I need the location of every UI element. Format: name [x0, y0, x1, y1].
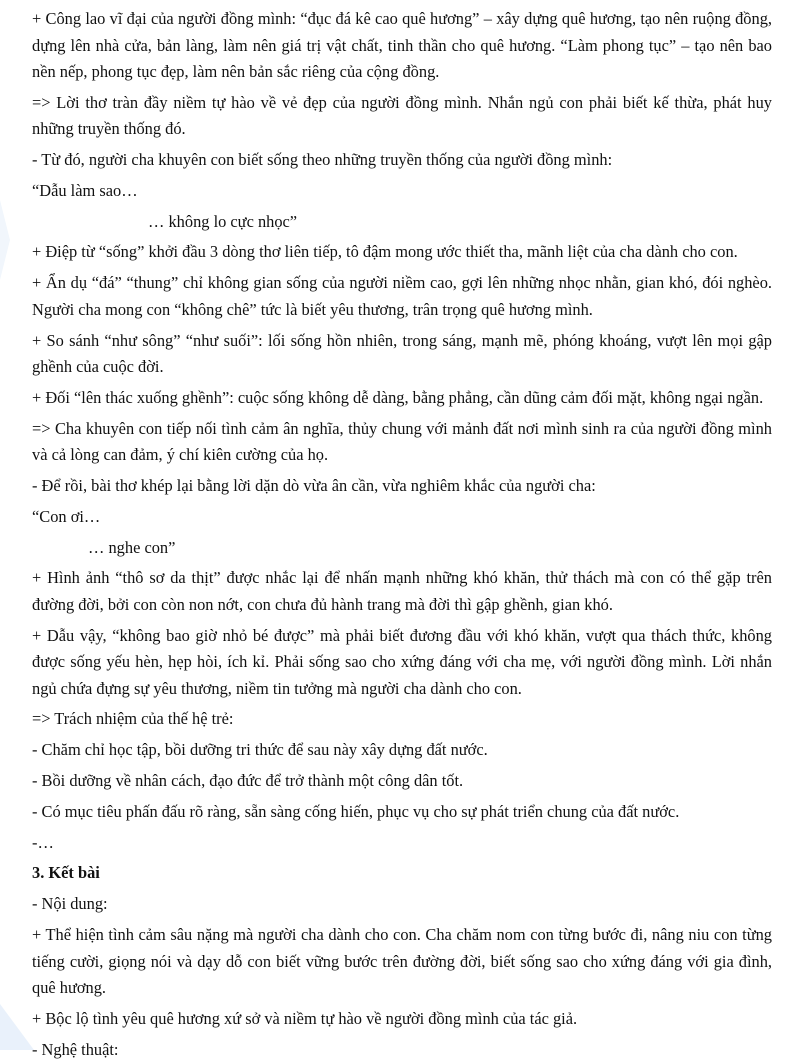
poem-quote-start: “Dẫu làm sao… — [32, 180, 138, 200]
paragraph: - Từ đó, người cha khuyên con biết sống theo những truyền thống của người đồng mình: — [32, 150, 613, 170]
paragraph: + Công lao vĩ đại của người đồng mình: “đục đá kê cao quê hương” – xây dựng quê hương, tạo nên ruộng đồng, dựng lên nhà cửa, bản làng, làm nên giá trị vật chất, tinh thần cho quê hương. “Làm phong tục” – tạo nên bao nền nếp, phong tục đẹp, làm nên bản sắc riêng của cộng đồng. — [32, 9, 772, 81]
section-heading: 3. Kết bài — [32, 863, 100, 883]
paragraph: => Trách nhiệm của thế hệ trẻ: — [32, 709, 234, 729]
paragraph: => Cha khuyên con tiếp nối tình cảm ân nghĩa, thủy chung với mảnh đất nơi mình sinh ra của người đồng mình và cả lòng can đảm, ý chí kiên cường của họ. — [32, 418, 772, 465]
poem-quote-start: “Con ơi… — [32, 506, 101, 526]
paragraph: - Bồi dưỡng về nhân cách, đạo đức để trở thành một công dân tốt. — [32, 771, 464, 791]
paragraph: + Thể hiện tình cảm sâu nặng mà người cha dành cho con. Cha chăm nom con từng bước đi, nâng niu con từng tiếng cười, giọng nói và dạy dỗ con biết vững bước trên đường đời, biết sống sao cho xứng đáng với gia đình, quê hương. — [32, 925, 772, 998]
paragraph: + Đối “lên thác xuống ghềnh”: cuộc sống không dễ dàng, bằng phẳng, cần dũng cảm đối mặt, không ngại ngần. — [32, 387, 764, 407]
paragraph: + Bộc lộ tình yêu quê hương xứ sở và niềm tự hào về người đồng mình của tác giả. — [32, 1008, 578, 1028]
paragraph: - Nội dung: — [32, 894, 108, 914]
paragraph: - Nghệ thuật: — [32, 1039, 119, 1059]
paragraph: - Chăm chỉ học tập, bồi dưỡng tri thức để sau này xây dựng đất nước. — [32, 740, 488, 760]
paragraph: - Để rồi, bài thơ khép lại bằng lời dặn dò vừa ân cần, vừa nghiêm khắc của người cha: — [32, 475, 596, 495]
paragraph: + Hình ảnh “thô sơ da thịt” được nhắc lại để nhấn mạnh những khó khăn, thử thách mà con có thể gặp trên đường đời, bởi con còn non nớt, con chưa đủ hành trang mà đời thì gập ghềnh, gian khó. — [32, 568, 772, 614]
paragraph: + Ẩn dụ “đá” “thung” chỉ không gian sống của người niềm cao, gợi lên những nhọc nhằn, gian khó, đói nghèo. Người cha mong con “không chê” tức là biết yêu thương, trân trọng quê hương mình. — [32, 273, 772, 319]
paragraph: + Điệp từ “sống” khởi đầu 3 dòng thơ liên tiếp, tô đậm mong ước thiết tha, mãnh liệt của cha dành cho con. — [32, 242, 738, 262]
paragraph: - Có mục tiêu phấn đấu rõ ràng, sẵn sàng cống hiến, phục vụ cho sự phát triển chung của đất nước. — [32, 801, 680, 821]
paragraph: + Dẫu vậy, “không bao giờ nhỏ bé được” mà phải biết đương đầu với khó khăn, vượt qua thách thức, không được sống yếu hèn, hẹp hòi, ích kỉ. Phải sống sao cho xứng đáng với cha mẹ, với người đồng mình. Lời nhắn ngủ chứa đựng sự yêu thương, niềm tin tưởng mà người cha dành cho con. — [32, 625, 772, 698]
paragraph: + So sánh “như sông” “như suối”: lối sống hồn nhiên, trong sáng, mạnh mẽ, phóng khoáng, vượt lên mọi gập ghềnh của cuộc đời. — [32, 330, 772, 377]
paragraph: => Lời thơ tràn đầy niềm tự hào về vẻ đẹp của người đồng mình. Nhắn ngủ con phải biết kế thừa, phát huy những truyền thống đó. — [32, 92, 772, 139]
paragraph: -… — [32, 832, 54, 852]
poem-quote-end: … nghe con” — [88, 537, 176, 557]
poem-quote-end: … không lo cực nhọc” — [148, 211, 298, 231]
